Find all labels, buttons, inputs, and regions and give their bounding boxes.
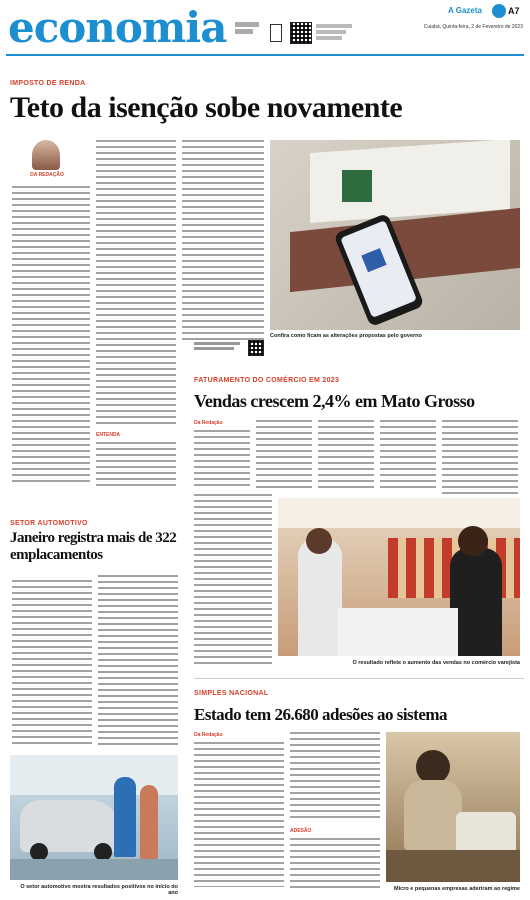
simples-photo-caption: Micro e pequenas empresas aderiram ao regime xyxy=(394,886,520,892)
simples-photo xyxy=(386,732,520,882)
customer-figure xyxy=(298,538,342,656)
lead-byline: DA REDAÇÃO xyxy=(30,172,64,178)
store-ceiling xyxy=(278,498,520,528)
simples-byline: Da Redação xyxy=(194,732,223,738)
sales-text-column-2 xyxy=(256,420,312,490)
lead-subhead: ENTENDA xyxy=(96,432,121,438)
lead-text-column-2b xyxy=(96,442,176,490)
person-figure xyxy=(114,777,136,857)
sales-text-column-4 xyxy=(380,420,436,490)
lead-kicker: IMPOSTO DE RENDA xyxy=(10,80,86,87)
lead-photo xyxy=(270,140,520,330)
receita-logo-icon xyxy=(342,170,372,202)
simples-text-column-1 xyxy=(194,742,284,887)
customer-head xyxy=(306,528,332,554)
tax-form xyxy=(310,140,510,223)
sales-byline: Da Redação xyxy=(194,420,223,426)
worker-head xyxy=(416,750,450,784)
clerk-head xyxy=(458,526,488,556)
phone-icon xyxy=(270,24,282,42)
sales-kicker: FATURAMENTO DO COMÉRCIO EM 2023 xyxy=(194,377,340,384)
shop-floor xyxy=(386,850,520,882)
worker-figure xyxy=(404,780,462,850)
lead-text-column-3 xyxy=(182,140,264,340)
lead-text-column-2 xyxy=(96,140,176,425)
date-line: Cuiabá, Quinta-feira, 2 de Fevereiro de 2023 xyxy=(423,24,523,30)
lead-qr-icon xyxy=(248,340,264,356)
simples-text-column-2 xyxy=(290,732,380,822)
person-figure xyxy=(140,785,158,859)
sales-text-column-5 xyxy=(442,420,518,500)
lead-text-column-1 xyxy=(12,186,90,486)
lead-headline: Teto da isenção sobe novamente xyxy=(10,91,403,124)
lead-photo-caption: Confira como ficam as alterações propostas pelo governo xyxy=(270,333,422,339)
auto-headline: Janeiro registra mais de 322 emplacamentos xyxy=(10,530,177,563)
sales-headline: Vendas crescem 2,4% em Mato Grosso xyxy=(194,391,475,411)
simples-kicker: SIMPLES NACIONAL xyxy=(194,690,269,697)
store-counter xyxy=(338,608,458,656)
sales-text-column-3 xyxy=(318,420,374,490)
auto-photo xyxy=(10,755,178,880)
auto-text-column-2 xyxy=(98,575,178,745)
section-title: economia xyxy=(8,3,227,52)
sales-text-column-1 xyxy=(194,430,250,490)
masthead-meta-left xyxy=(235,22,265,34)
sales-photo-caption: O resultado reflete o aumento das vendas no comércio varejista xyxy=(352,660,520,666)
page-number: A7 xyxy=(508,6,520,16)
sales-text-column-1b xyxy=(194,494,272,664)
simples-subhead: ADESÃO xyxy=(290,828,312,834)
auto-kicker: SETOR AUTOMOTIVO xyxy=(10,520,88,527)
showroom-floor xyxy=(10,859,178,880)
auto-photo-caption: O setor automotivo mostra resultados positivos no início do ano xyxy=(20,884,178,896)
sales-photo xyxy=(278,498,520,656)
paper-name: A Gazeta xyxy=(448,6,482,15)
masthead-rule xyxy=(6,54,524,56)
simples-text-column-2b xyxy=(290,838,380,888)
paper-logo-icon xyxy=(492,4,506,18)
author-photo xyxy=(32,140,60,170)
masthead-meta-right xyxy=(316,24,356,40)
simples-headline: Estado tem 26.680 adesões ao sistema xyxy=(194,705,448,724)
section-rule xyxy=(194,678,524,679)
auto-text-column-1 xyxy=(12,580,92,745)
qr-code-icon xyxy=(290,22,312,44)
